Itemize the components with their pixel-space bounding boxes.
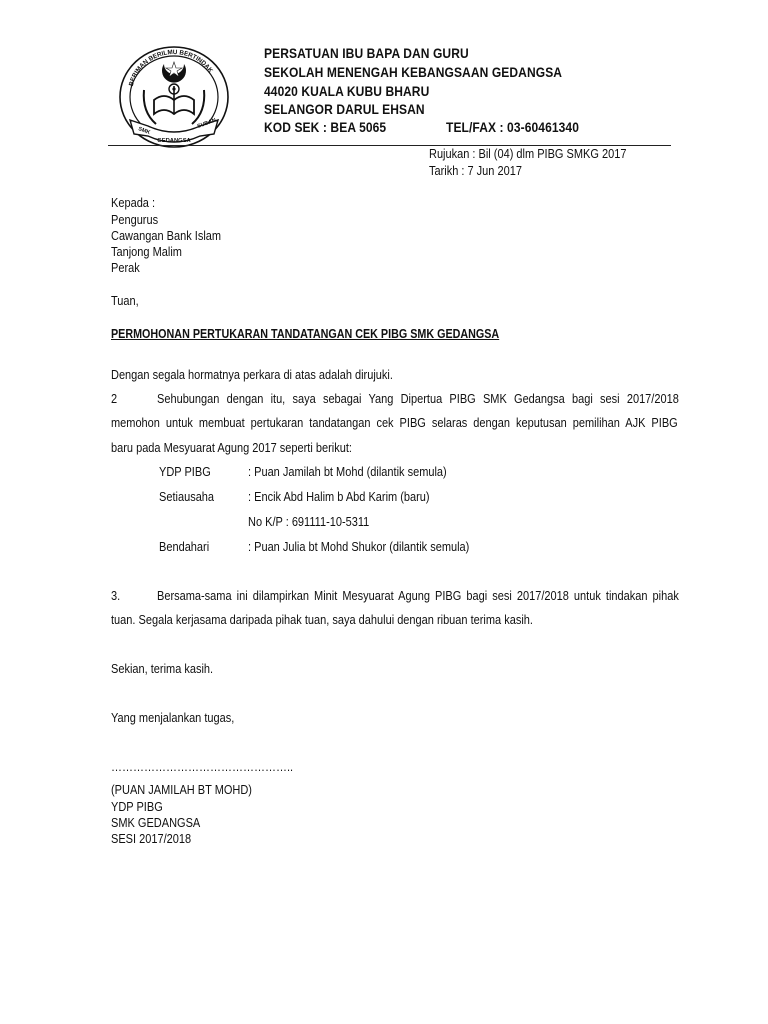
paragraph-3-line-2: tuan. Segala kerjasama daripada pihak tuan, saya dahului dengan ribuan terima kasih. (111, 613, 533, 627)
reference-number: Rujukan : Bil (04) dlm PIBG SMKG 2017 (429, 147, 627, 161)
officer-role: YDP PIBG (159, 465, 211, 479)
letter-date: Tarikh : 7 Jun 2017 (429, 164, 522, 178)
officer-value: : Puan Jamilah bt Mohd (dilantik semula) (248, 465, 447, 479)
officer-role: Bendahari (159, 540, 210, 554)
state-line: SELANGOR DARUL EHSAN (264, 101, 425, 117)
paragraph-2-line-1: Sehubungan dengan itu, saya sebagai Yang Dipertua PIBG SMK Gedangsa bagi sesi 2017/2018 (157, 392, 679, 406)
signatory-title: YDP PIBG (111, 800, 163, 814)
paragraph-3-number: 3. (111, 589, 121, 603)
address-line: 44020 KUALA KUBU BHARU (264, 83, 430, 99)
tel-fax: TEL/FAX : 03-60461340 (446, 119, 579, 135)
signatory-session: SESI 2017/2018 (111, 832, 192, 846)
recipient-town: Tanjong Malim (111, 245, 182, 259)
officer-id-number: No K/P : 691111-10-5311 (248, 515, 370, 529)
recipient-branch: Cawangan Bank Islam (111, 229, 222, 243)
paragraph-2-number: 2 (111, 392, 118, 406)
org-name: PERSATUAN IBU BAPA DAN GURU (264, 45, 469, 61)
school-crest-logo (110, 42, 238, 152)
recipient-state: Perak (111, 261, 140, 275)
signatory-name: (PUAN JAMILAH BT MOHD) (111, 783, 252, 797)
logo-motto: BERIMAN BERILMU BERTINDAK (127, 48, 214, 87)
paragraph-2-line-3: baru pada Mesyuarat Agung 2017 seperti berikut: (111, 441, 352, 455)
paragraph-2-line-2: memohon untuk membuat pertukaran tandatangan cek PIBG selaras dengan keputusan pemilihan AJK PIBG (111, 416, 678, 430)
school-code: KOD SEK : BEA 5065 (264, 119, 387, 135)
officer-role: Setiausaha (159, 490, 215, 504)
officer-value: : Puan Julia bt Mohd Shukor (dilantik semula) (248, 540, 470, 554)
signatory-school: SMK GEDANGSA (111, 816, 201, 830)
closing-duty: Yang menjalankan tugas, (111, 711, 235, 725)
letter-subject: PERMOHONAN PERTUKARAN TANDATANGAN CEK PIBG SMK GEDANGSA (111, 327, 500, 341)
logo-ribbon-bottom: GEDANGSA (157, 138, 191, 144)
paragraph-3-line-1: Bersama-sama ini dilampirkan Minit Mesyuarat Agung PIBG bagi sesi 2017/2018 untuk tindakan pihak (157, 589, 679, 603)
header-divider (108, 145, 671, 146)
officer-value: : Encik Abd Halim b Abd Karim (baru) (248, 490, 430, 504)
school-name: SEKOLAH MENENGAH KEBANGSAAN GEDANGSA (264, 64, 563, 80)
signature-line: ………………………………………….. (111, 760, 294, 774)
recipient-to: Kepada : (111, 196, 156, 210)
closing-thanks: Sekian, terima kasih. (111, 662, 214, 676)
paragraph-1: Dengan segala hormatnya perkara di atas adalah dirujuki. (111, 368, 393, 382)
recipient-title: Pengurus (111, 213, 159, 227)
logo-ribbon-left: SMK (137, 126, 151, 137)
logo-ribbon-right: SUBAN (196, 117, 218, 130)
salutation: Tuan, (111, 294, 139, 308)
